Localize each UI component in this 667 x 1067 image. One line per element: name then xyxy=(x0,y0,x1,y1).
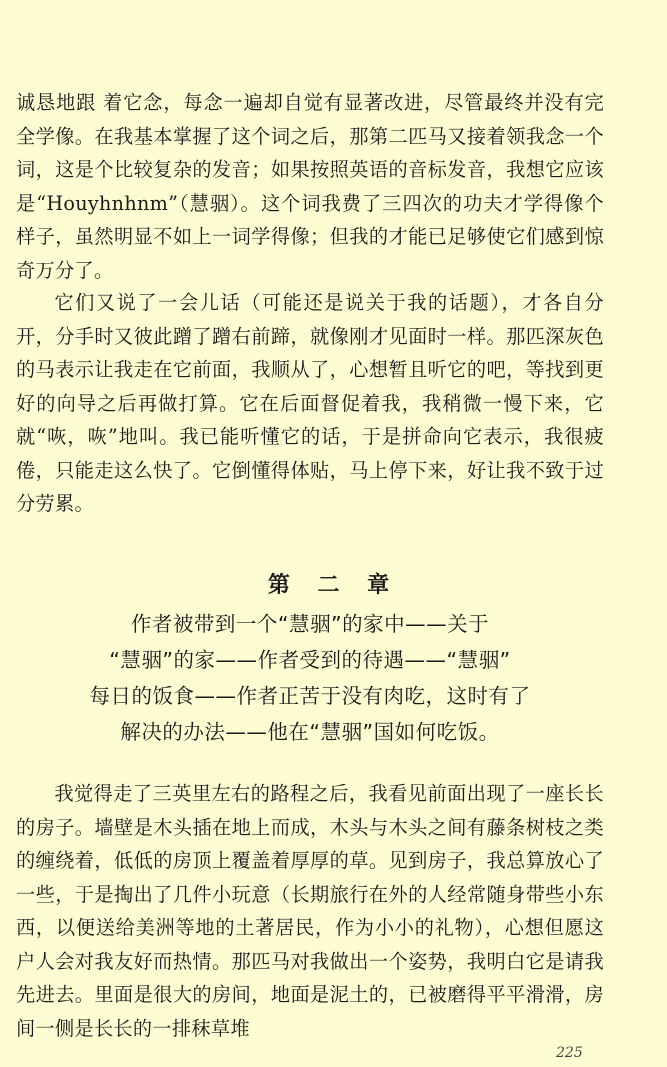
chapter-title: 第 二 章 xyxy=(267,573,400,598)
paragraph-horses-depart: 它们又说了一会儿话（可能还是说关于我的话题），才各自分开，分手时又彼此蹭了蹭右前蹄，就像刚才见面时一样。那匹深灰色的马表示让我走在它前面，我顺从了，心想暂且听它的吧，等找到更好的向导之后再做打算。它在后面督促着我，我稍微一慢下来，它就“咴，咴”地叫。我已能听懂它的话，于是拼命向它表示，我很疲倦，只能走这么快了。它倒懂得体贴，马上停下来，好让我不致于过分劳累。 xyxy=(16,291,604,515)
chapter-summary xyxy=(30,606,590,750)
summary-line: 每日的饭食——作者正苦于没有肉吃，这时有了 xyxy=(89,684,531,708)
summary-line: 解决的办法——他在“慧骃”国如何吃饭。 xyxy=(120,720,500,744)
page-number: 225 xyxy=(556,1045,583,1061)
summary-line: 作者被带到一个“慧骃”的家中——关于 xyxy=(130,612,490,636)
paragraph-continuation: 诚恳地跟 着它念，每念一遍却自觉有显著改进，尽管最终并没有完全学像。在我基本掌握了这个词之后，那第二匹马又接着领我念一个词，这是个比较复杂的发音；如果按照英语的音标发音，我想它应该是“Houyhnhnm”（慧骃）。这个词我费了三四次的功夫才学得像个样子，虽然明显不如上一词学得像；但我的才能已足够使它们感到惊奇万分了。 xyxy=(16,91,604,282)
paragraph-house-arrival: 我觉得走了三英里左右的路程之后，我看见前面出现了一座长长的房子。墙壁是木头插在地上而成，木头与木头之间有藤条树枝之类的缠绕着，低低的房顶上覆盖着厚厚的草。见到房子，我总算放心了一些，于是掏出了几件小玩意（长期旅行在外的人经常随身带些小东西，以便送给美洲等地的土著居民，作为小小的礼物），心想但愿这户人会对我友好而热情。那匹马对我做出一个姿势，我明白它是请我先进去。里面是很大的房间，地面是泥土的，已被磨得平平滑滑，房间一侧是长长的一排秣草堆 xyxy=(16,782,604,1040)
summary-line: “慧骃”的家——作者受到的待遇——“慧骃” xyxy=(109,648,511,672)
